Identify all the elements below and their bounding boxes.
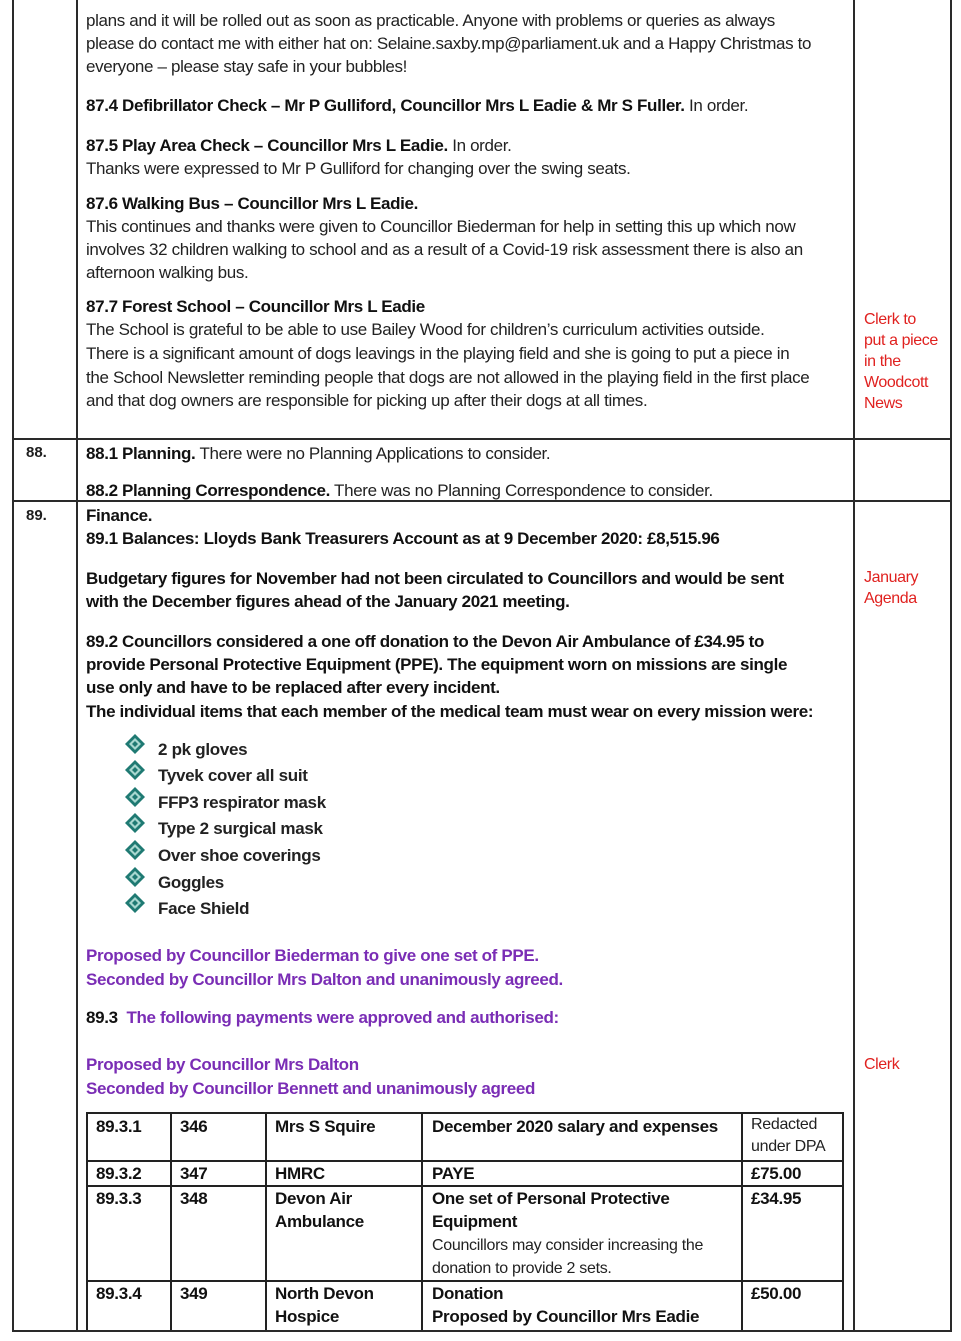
section-87-6-heading: 87.6 Walking Bus – Councillor Mrs L Eadie. <box>86 194 418 213</box>
table-line <box>86 1112 88 1330</box>
payment-desc: December 2020 salary and expenses <box>432 1117 718 1136</box>
action-note: Clerk to <box>864 311 916 328</box>
payment-amount: Redacted <box>751 1116 818 1133</box>
payment-ref: 89.3.3 <box>96 1189 142 1208</box>
payment-payee: Devon Air <box>275 1189 352 1208</box>
table-line <box>170 1112 172 1330</box>
table-line <box>86 1112 844 1114</box>
payment-payee: North Devon <box>275 1284 374 1303</box>
diamond-bullet-icon <box>124 812 146 834</box>
section-heading: 88.1 Planning. <box>86 444 196 463</box>
section-87-7-line: The School is grateful to be able to use Bailey Wood for children’s curriculum activities outside. <box>86 320 765 339</box>
payments-seconded: Seconded by Councillor Bennett and unanimously agreed <box>86 1079 536 1098</box>
donation-line: The individual items that each member of the medical team must wear on every mission were: <box>86 702 814 721</box>
ppe-item: FFP3 respirator mask <box>158 793 326 812</box>
item-number: 88. <box>26 444 47 461</box>
section-text: There was no Planning Correspondence to consider. <box>329 481 713 500</box>
item-number: 89. <box>26 507 47 524</box>
diamond-bullet-icon <box>124 733 146 755</box>
table-line <box>421 1112 423 1330</box>
payment-payee: Hospice <box>275 1307 340 1326</box>
donation-line: provide Personal Protective Equipment (PPE). The equipment worn on missions are single <box>86 655 788 674</box>
diamond-bullet-icon <box>124 866 146 888</box>
payments-proposed: Proposed by Councillor Mrs Dalton <box>86 1055 359 1074</box>
payment-ref: 89.3.2 <box>96 1164 142 1183</box>
intro-line: everyone – please stay safe in your bubbles! <box>86 57 408 76</box>
payment-payee: HMRC <box>275 1164 325 1183</box>
table-line <box>842 1112 844 1330</box>
table-border-left <box>12 0 14 1332</box>
diamond-bullet-icon <box>124 759 146 781</box>
section-87-7-line: the School Newsletter reminding people that dogs are not allowed in the playing field in the first place <box>86 368 810 387</box>
payment-cheque: 347 <box>180 1164 208 1183</box>
table-line <box>265 1112 267 1330</box>
ppe-item: Goggles <box>158 873 224 892</box>
section-87-7-line: There is a significant amount of dogs leavings in the playing field and she is going to put a piece in <box>86 344 790 363</box>
payment-payee: Mrs S Squire <box>275 1117 376 1136</box>
table-divider-action <box>853 0 855 1332</box>
payment-amount: £75.00 <box>751 1164 802 1183</box>
section-87-7-heading: 87.7 Forest School – Councillor Mrs L Eadie <box>86 297 425 316</box>
payment-note-proposed: Proposed by Councillor Mrs Eadie <box>432 1307 700 1326</box>
section-87-7-line: and that dog owners are responsible for picking up after their dogs at all times. <box>86 391 648 410</box>
section-text: In order. <box>447 136 512 155</box>
payment-amount: £50.00 <box>751 1284 802 1303</box>
section-87-6-line: afternoon walking bus. <box>86 263 249 282</box>
intro-line: plans and it will be rolled out as soon as practicable. Anyone with problems or queries as always <box>86 11 775 30</box>
ppe-item: Type 2 surgical mask <box>158 819 323 838</box>
row-divider-88 <box>12 438 952 440</box>
payment-cheque: 348 <box>180 1189 208 1208</box>
table-border-right <box>950 0 952 1332</box>
section-heading: 87.4 Defibrillator Check – Mr P Gulliford, Councillor Mrs L Eadie & Mr S Fuller. <box>86 96 685 115</box>
table-line <box>741 1112 743 1330</box>
payment-desc: PAYE <box>432 1164 475 1183</box>
action-note: News <box>864 395 903 412</box>
payment-payee: Ambulance <box>275 1212 364 1231</box>
payment-cheque: 346 <box>180 1117 208 1136</box>
action-note: put a piece <box>864 332 938 349</box>
ppe-item: Over shoe coverings <box>158 846 321 865</box>
budget-line: with the December figures ahead of the January 2021 meeting. <box>86 592 570 611</box>
donation-line: 89.2 Councillors considered a one off donation to the Devon Air Ambulance of £34.95 to <box>86 632 765 651</box>
ppe-item: Face Shield <box>158 899 250 918</box>
payment-amount: under DPA <box>751 1138 826 1155</box>
section-heading: 87.5 Play Area Check – Councillor Mrs L Eadie. <box>86 136 448 155</box>
ppe-item: 2 pk gloves <box>158 740 248 759</box>
section-heading: 88.2 Planning Correspondence. <box>86 481 330 500</box>
payment-cheque: 349 <box>180 1284 208 1303</box>
section-88-1 <box>86 442 550 465</box>
section-87-5-line: Thanks were expressed to Mr P Gulliford for changing over the swing seats. <box>86 159 631 178</box>
table-border-bottom <box>12 1330 952 1332</box>
payment-ref: 89.3.4 <box>96 1284 142 1303</box>
ppe-item: Tyvek cover all suit <box>158 766 308 785</box>
intro-line: please do contact me with either hat on: Selaine.saxby.mp@parliament.uk and a Happy Christmas to <box>86 34 812 53</box>
seconded-line: Seconded by Councillor Mrs Dalton and unanimously agreed. <box>86 970 563 989</box>
payment-desc: Equipment <box>432 1212 518 1231</box>
payment-desc: One set of Personal Protective <box>432 1189 670 1208</box>
payments-heading-text: The following payments were approved and authorised: <box>126 1008 559 1027</box>
action-note: Agenda <box>864 590 917 607</box>
section-87-5 <box>86 134 511 157</box>
action-note: in the <box>864 353 901 370</box>
section-87-6-line: involves 32 children walking to school and as a result of a Covid-19 risk assessment there is also an <box>86 240 803 259</box>
section-88-2 <box>86 479 713 502</box>
budget-line: Budgetary figures for November had not been circulated to Councillors and would be sent <box>86 569 784 588</box>
diamond-bullet-icon <box>124 892 146 914</box>
balances-line: 89.1 Balances: Lloyds Bank Treasurers Account as at 9 December 2020: £8,515.96 <box>86 529 720 548</box>
payments-heading <box>86 1006 559 1029</box>
payments-number: 89.3 <box>86 1008 118 1027</box>
payment-desc: Donation <box>432 1284 504 1303</box>
action-note: Clerk <box>864 1056 900 1073</box>
donation-line: use only and have to be replaced after every incident. <box>86 678 500 697</box>
payment-note: donation to provide 2 sets. <box>432 1260 612 1277</box>
proposed-line: Proposed by Councillor Biederman to give one set of PPE. <box>86 946 539 965</box>
section-87-6-line: This continues and thanks were given to Councillor Biederman for help in setting this up which now <box>86 217 796 236</box>
section-text: There were no Planning Applications to consider. <box>195 444 551 463</box>
finance-title: Finance. <box>86 506 153 525</box>
action-note: January <box>864 569 919 586</box>
payment-ref: 89.3.1 <box>96 1117 142 1136</box>
payment-amount: £34.95 <box>751 1189 802 1208</box>
section-87-4 <box>86 94 748 117</box>
payment-note: Councillors may consider increasing the <box>432 1237 704 1254</box>
diamond-bullet-icon <box>124 786 146 808</box>
section-text: In order. <box>684 96 749 115</box>
diamond-bullet-icon <box>124 839 146 861</box>
action-note: Woodcott <box>864 374 929 391</box>
table-divider-number <box>76 0 78 1332</box>
